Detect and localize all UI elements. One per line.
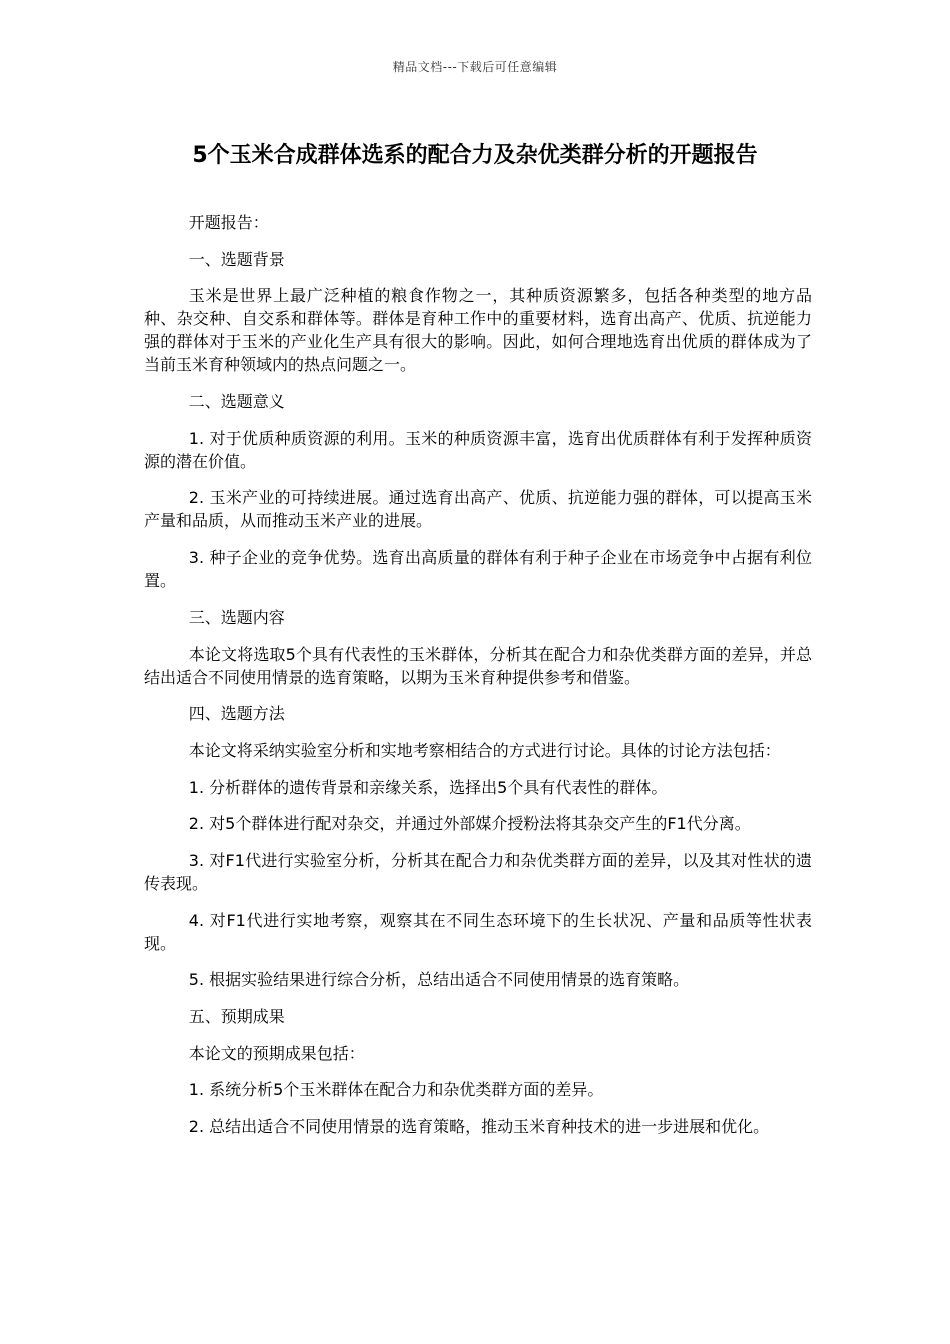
list-item-method-5: 5. 根据实验结果进行综合分析，总结出适合不同使用情景的选育策略。 bbox=[188, 970, 690, 990]
paragraph-content: 本论文将选取5个具有代表性的玉米群体，分析其在配合力和杂优类群方面的差异，并总结出适合不同使用情景的选育策略，以期为玉米育种提供参考和借鉴。 bbox=[144, 644, 812, 687]
list-item-significance-3: 3. 种子企业的竞争优势。选育出高质量的群体有利于种子企业在市场竞争中占据有利位置。 bbox=[144, 548, 812, 591]
document-body bbox=[144, 211, 812, 1152]
list-item-significance-2: 2. 玉米产业的可持续进展。通过选育出高产、优质、抗逆能力强的群体，可以提高玉米产量和品质，从而推动玉米产业的进展。 bbox=[144, 488, 812, 531]
paragraph-outcomes: 本论文的预期成果包括： bbox=[188, 1043, 365, 1063]
heading-significance: 二、选题意义 bbox=[188, 392, 285, 412]
list-item-method-4: 4. 对F1代进行实地考察，观察其在不同生态环境下的生长状况、产量和品质等性状表现。 bbox=[144, 910, 812, 953]
document-title: 5个玉米合成群体选系的配合力及杂优类群分析的开题报告 bbox=[192, 143, 758, 168]
heading-methods: 四、选题方法 bbox=[188, 704, 285, 724]
header-note: 精品文档---下载后可任意编辑 bbox=[392, 60, 558, 74]
list-item-outcome-1: 1. 系统分析5个玉米群体在配合力和杂优类群方面的差异。 bbox=[188, 1080, 604, 1100]
heading-outcomes: 五、预期成果 bbox=[188, 1007, 285, 1026]
paragraph-background: 玉米是世界上最广泛种植的粮食作物之一，其种质资源繁多，包括各种类型的地方品种、杂交种、自交系和群体等。群体是育种工作中的重要材料，选育出高产、优质、抗逆能力强的群体对于玉米的产业化生产具有很大的影响。因此，如何合理地选育出优质的群体成为了当前玉米育种领域内的热点问题之一。 bbox=[144, 286, 812, 375]
heading-content: 三、选题内容 bbox=[188, 607, 285, 627]
paragraph-report-label: 开题报告： bbox=[188, 213, 269, 232]
list-item-significance-1: 1. 对于优质种质资源的利用。玉米的种质资源丰富，选育出优质群体有利于发挥种质资源的潜在价值。 bbox=[144, 428, 812, 471]
list-item-outcome-2: 2. 总结出适合不同使用情景的选育策略，推动玉米育种技术的进一步进展和优化。 bbox=[188, 1117, 770, 1137]
paragraph-methods: 本论文将采纳实验室分析和实地考察相结合的方式进行讨论。具体的讨论方法包括： bbox=[188, 740, 781, 760]
list-item-method-1: 1. 分析群体的遗传背景和亲缘关系，选择出5个具有代表性的群体。 bbox=[188, 777, 668, 797]
list-item-method-2: 2. 对5个群体进行配对杂交，并通过外部媒介授粉法将其杂交产生的F1代分离。 bbox=[188, 814, 751, 834]
heading-background: 一、选题背景 bbox=[188, 249, 285, 269]
list-item-method-3: 3. 对F1代进行实验室分析，分析其在配合力和杂优类群方面的差异，以及其对性状的遗传表现。 bbox=[144, 850, 812, 893]
